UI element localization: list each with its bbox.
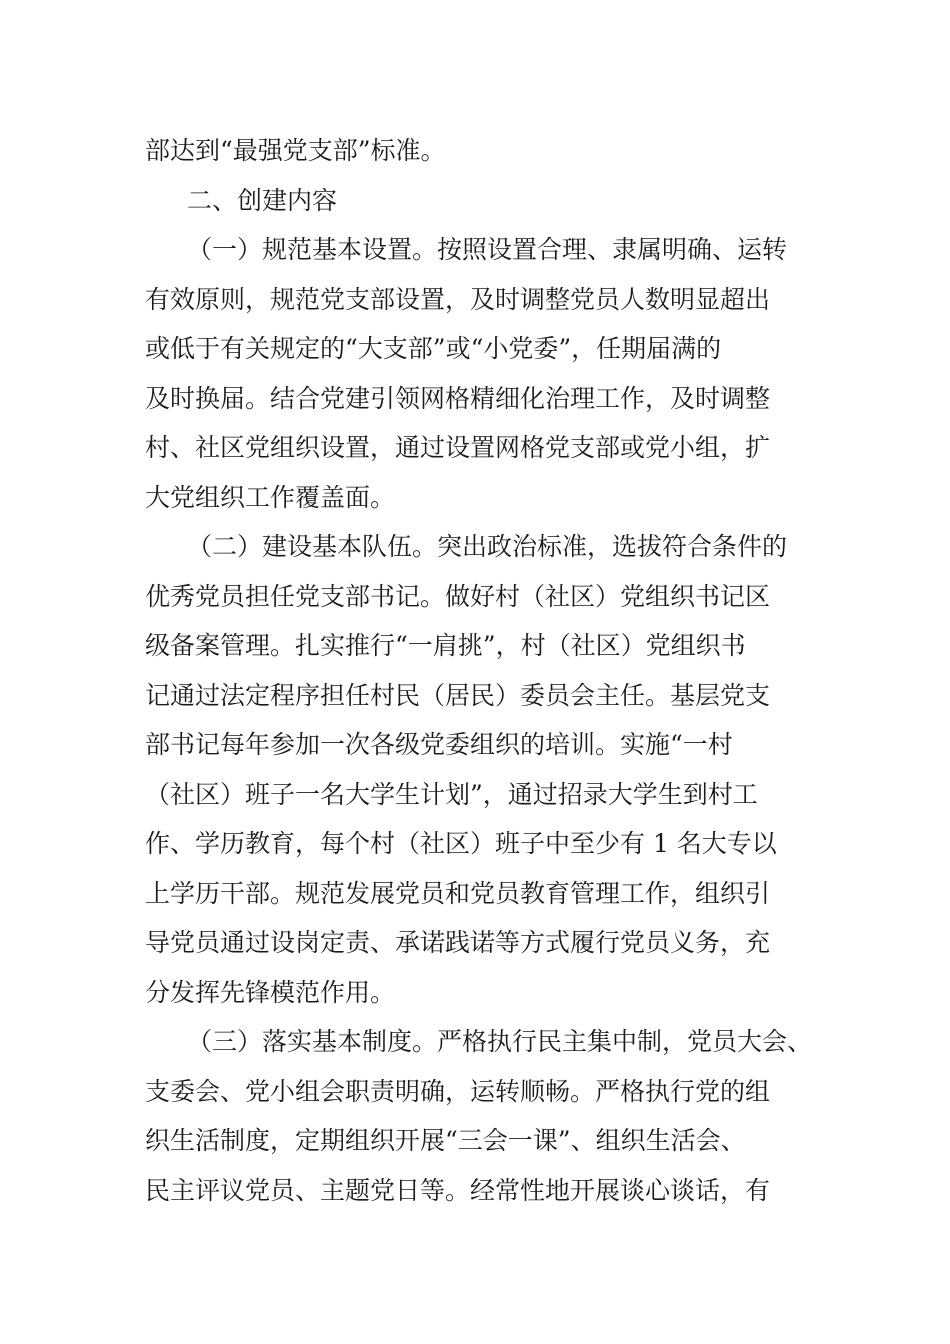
- paragraph-start: （二）建设基本队伍。突出政治标准，选拔符合条件的: [187, 532, 788, 561]
- text-line: 部达到“最强党支部”标准。: [145, 136, 446, 165]
- section-heading: 二、创建内容: [187, 185, 338, 215]
- text-line: 作、学历教育，每个村（社区）班子中至少有 1 名大专以: [145, 829, 777, 858]
- text-line: 上学历干部。规范发展党员和党员教育管理工作，组织引: [145, 878, 771, 908]
- text-line: 导党员通过设岗定责、承诺践诺等方式履行党员义务，充: [145, 928, 771, 957]
- text-line: 优秀党员担任党支部书记。做好村（社区）党组织书记区: [145, 581, 771, 611]
- paragraph-start: （三）落实基本制度。严格执行民主集中制，党员大会、: [187, 1027, 813, 1056]
- paragraph-start: （一）规范基本设置。按照设置合理、隶属明确、运转: [187, 235, 788, 264]
- text-line: 村、社区党组织设置，通过设置网格党支部或党小组，扩: [145, 433, 771, 462]
- text-line: 大党组织工作覆盖面。: [145, 482, 396, 512]
- text-line: 部书记每年参加一次各级党委组织的培训。实施“一村: [145, 730, 733, 759]
- document-body: [145, 126, 835, 1215]
- text-line: 记通过法定程序担任村民（居民）委员会主任。基层党支: [145, 680, 771, 710]
- text-line: 有效原则，规范党支部设置，及时调整党员人数明显超出: [145, 284, 771, 314]
- text-line: 支委会、党小组会职责明确，运转顺畅。严格执行党的组: [145, 1076, 771, 1106]
- text-line: 级备案管理。扎实推行“一肩挑”，村（社区）党组织书: [145, 631, 746, 660]
- text-line: 及时换届。结合党建引领网格精细化治理工作，及时调整: [145, 383, 771, 413]
- text-line: 织生活制度，定期组织开展“三会一课”、组织生活会、: [145, 1126, 746, 1155]
- text-line: 民主评议党员、主题党日等。经常性地开展谈心谈话，有: [145, 1175, 771, 1205]
- text-line: 或低于有关规定的“大支部”或“小党委”，任期届满的: [145, 334, 722, 363]
- text-line: （社区）班子一名大学生计划”，通过招录大学生到村工: [145, 779, 758, 809]
- text-line: 分发挥先锋模范作用。: [145, 977, 396, 1007]
